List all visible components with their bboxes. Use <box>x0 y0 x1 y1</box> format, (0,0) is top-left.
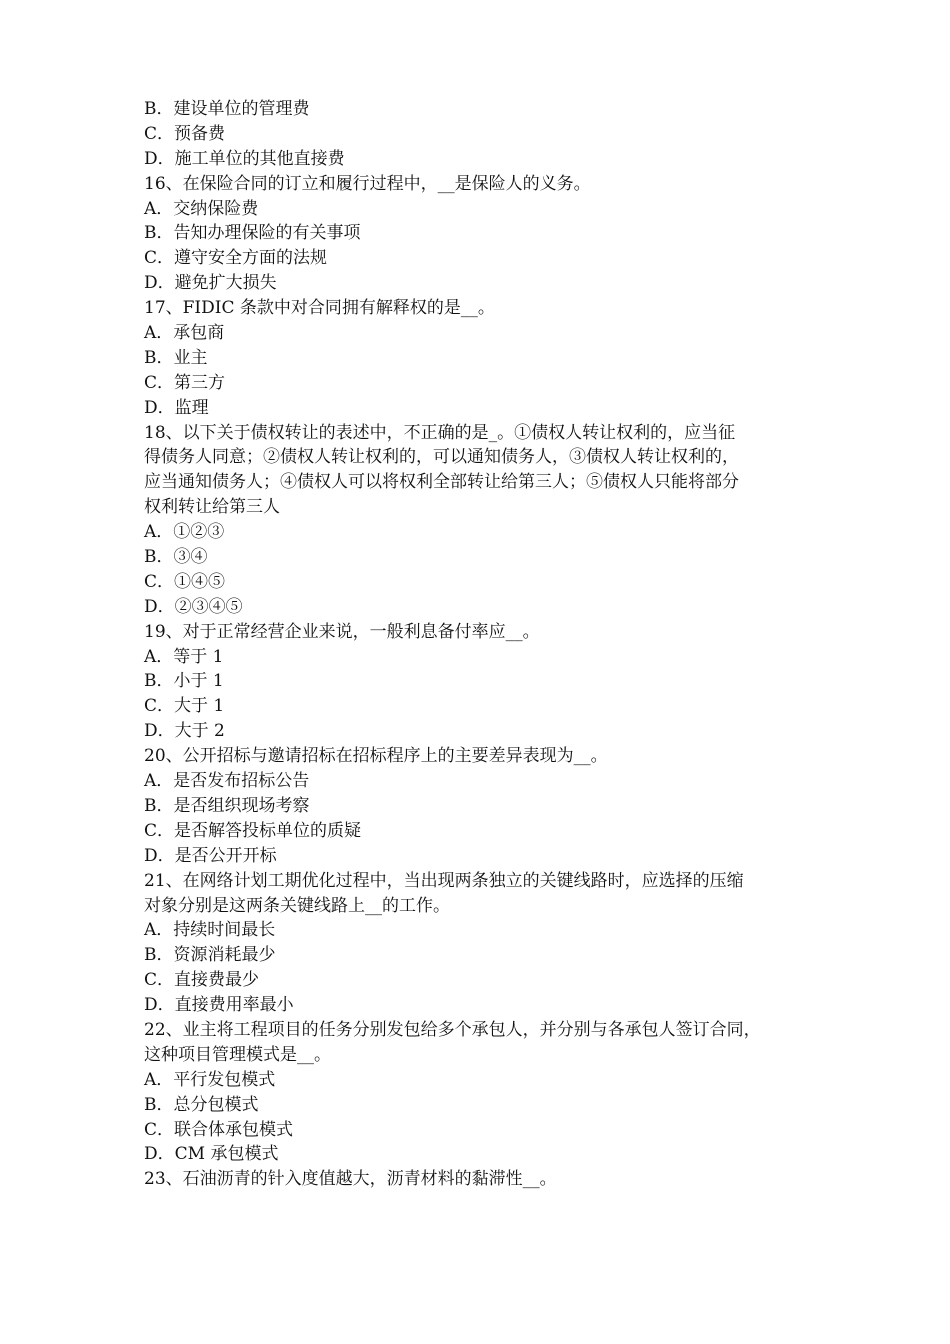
text-line: C．联合体承包模式 <box>144 1119 294 1140</box>
text-line: B．小于 1 <box>144 671 224 692</box>
text-line: D．避免扩大损失 <box>144 273 277 294</box>
text-line: B．业主 <box>144 347 208 368</box>
text-line: 应当通知债务人；④债权人可以将权利全部转让给第三人；⑤债权人只能将部分 <box>144 472 739 493</box>
text-line: 对象分别是这两条关键线路上__的工作。 <box>144 895 450 916</box>
text-line: C．预备费 <box>144 123 226 144</box>
text-line: C．遵守安全方面的法规 <box>144 248 328 269</box>
text-line: D．是否公开开标 <box>144 845 277 866</box>
question-16: 16、在保险合同的订立和履行过程中，__是保险人的义务。 <box>144 173 591 194</box>
question-22: 22、业主将工程项目的任务分别发包给多个承包人，并分别与各承包人签订合同， <box>144 1019 761 1040</box>
text-line: D．大于 2 <box>144 721 225 742</box>
question-19: 19、对于正常经营企业来说，一般利息备付率应__。 <box>144 621 540 642</box>
text-line: A．是否发布招标公告 <box>144 771 310 792</box>
question-18: 18、以下关于债权转让的表述中，不正确的是_。①债权人转让权利的，应当征 <box>144 422 736 443</box>
text-line: C．①④⑤ <box>144 571 226 592</box>
text-line: 权利转让给第三人 <box>144 497 280 518</box>
text-line: D．CM 承包模式 <box>144 1144 279 1165</box>
text-line: C．是否解答投标单位的质疑 <box>144 820 362 841</box>
text-line: C．大于 1 <box>144 696 225 717</box>
question-21: 21、在网络计划工期优化过程中，当出现两条独立的关键线路时，应选择的压缩 <box>144 870 744 891</box>
document-body <box>144 97 814 1192</box>
question-20: 20、公开招标与邀请招标在招标程序上的主要差异表现为__。 <box>144 746 608 767</box>
question-17: 17、FIDIC 条款中对合同拥有解释权的是__。 <box>144 298 495 319</box>
text-line: C．直接费最少 <box>144 970 260 991</box>
text-line: A．平行发包模式 <box>144 1069 276 1090</box>
text-line: B．③④ <box>144 547 208 568</box>
question-23: 23、石油沥青的针入度值越大，沥青材料的黏滞性__。 <box>144 1169 557 1190</box>
text-line: D．监理 <box>144 397 209 418</box>
text-line: A．交纳保险费 <box>144 198 259 219</box>
text-line: D．②③④⑤ <box>144 596 243 617</box>
text-line: B．建设单位的管理费 <box>144 99 310 119</box>
text-line: B．资源消耗最少 <box>144 945 276 966</box>
text-line: D．直接费用率最小 <box>144 995 294 1016</box>
text-line: A．①②③ <box>144 522 225 543</box>
text-line: B．是否组织现场考察 <box>144 795 310 816</box>
text-line: D．施工单位的其他直接费 <box>144 148 345 169</box>
text-line: 得债务人同意；②债权人转让权利的，可以通知债务人，③债权人转让权利的， <box>144 447 739 468</box>
text-line: 这种项目管理模式是__。 <box>144 1044 331 1065</box>
text-line: A．承包商 <box>144 323 225 344</box>
text-line: C．第三方 <box>144 372 226 393</box>
text-line: A．等于 1 <box>144 646 224 667</box>
text-line: B．总分包模式 <box>144 1094 259 1115</box>
text-line: A．持续时间最长 <box>144 920 276 941</box>
text-line: B．告知办理保险的有关事项 <box>144 223 361 244</box>
